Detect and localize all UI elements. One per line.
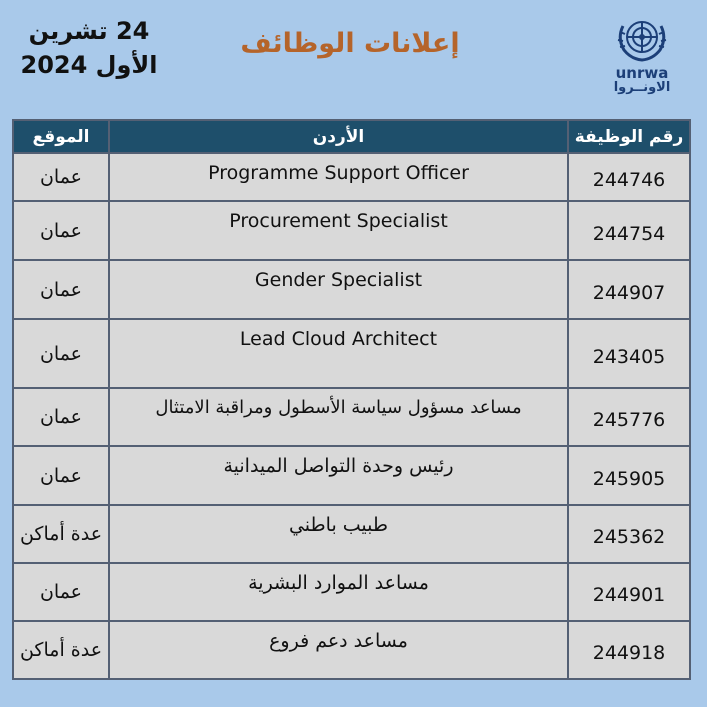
announcement-date xyxy=(14,14,164,82)
date-line-2: الأول 2024 xyxy=(20,51,158,79)
table-row xyxy=(13,201,690,260)
header-location: الموقع xyxy=(13,120,109,153)
row-location: عدة أماكن xyxy=(13,505,109,563)
table-row xyxy=(13,388,690,446)
row-job-number: 244918 xyxy=(568,621,690,679)
unrwa-logo xyxy=(604,14,680,106)
row-title: طبيب باطني xyxy=(109,505,568,563)
row-title: رئيس وحدة التواصل الميدانية xyxy=(109,446,568,505)
row-job-number: 244754 xyxy=(568,201,690,260)
row-job-number: 244907 xyxy=(568,260,690,319)
row-title: Gender Specialist xyxy=(109,260,568,319)
row-job-number: 243405 xyxy=(568,319,690,388)
table-header-row xyxy=(13,120,690,153)
row-job-number: 244746 xyxy=(568,153,690,201)
page-title: إعلانات الوظائف xyxy=(240,28,460,59)
logo-text-ar: الاونــروا xyxy=(613,80,671,95)
row-job-number: 245905 xyxy=(568,446,690,505)
table-row xyxy=(13,505,690,563)
row-location: عمان xyxy=(13,319,109,388)
un-emblem-icon xyxy=(611,14,673,64)
row-location: عدة أماكن xyxy=(13,621,109,679)
row-location: عمان xyxy=(13,153,109,201)
row-job-number: 245776 xyxy=(568,388,690,446)
header-region: الأردن xyxy=(109,120,568,153)
row-title: مساعد مسؤول سياسة الأسطول ومراقبة الامتثال xyxy=(109,388,568,446)
row-title: Programme Support Officer xyxy=(109,153,568,201)
jobs-table xyxy=(12,119,691,680)
row-location: عمان xyxy=(13,563,109,621)
row-job-number: 245362 xyxy=(568,505,690,563)
row-location: عمان xyxy=(13,201,109,260)
table-row xyxy=(13,319,690,388)
logo-text-en: unrwa xyxy=(615,64,669,82)
table-row xyxy=(13,621,690,679)
row-title: مساعد دعم فروع xyxy=(109,621,568,679)
row-title: Lead Cloud Architect xyxy=(109,319,568,388)
table-row xyxy=(13,446,690,505)
table-row xyxy=(13,153,690,201)
row-location: عمان xyxy=(13,446,109,505)
row-location: عمان xyxy=(13,260,109,319)
table-row xyxy=(13,260,690,319)
row-location: عمان xyxy=(13,388,109,446)
row-title: مساعد الموارد البشرية xyxy=(109,563,568,621)
row-title: Procurement Specialist xyxy=(109,201,568,260)
date-line-1: 24 تشرين xyxy=(28,17,150,45)
table-row xyxy=(13,563,690,621)
header-job-number: رقم الوظيفة xyxy=(568,120,690,153)
row-job-number: 244901 xyxy=(568,563,690,621)
